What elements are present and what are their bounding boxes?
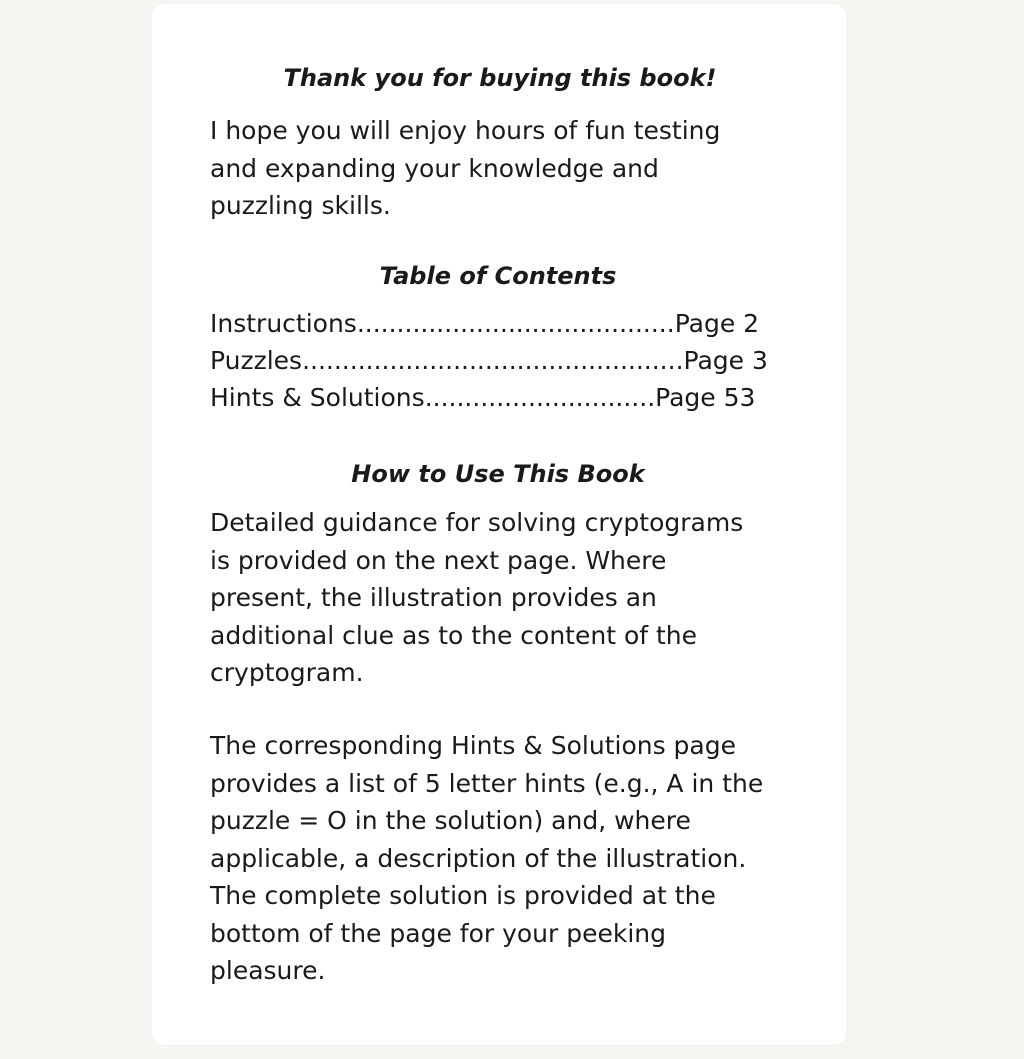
how-to-paragraph-1: Detailed guidance for solving cryptograms is provided on the next page. Where present, the illustration provides an additional clue as to the content of the cryptogram. <box>210 508 744 687</box>
toc-entry-label: Instructions <box>210 309 357 338</box>
toc-entry-hints-solutions <box>210 379 790 416</box>
toc-entry-instructions <box>210 305 790 342</box>
toc-entry-page: Page 3 <box>683 346 768 375</box>
intro-text: I hope you will enjoy hours of fun testing and expanding your knowledge and puzzling skills. <box>210 116 721 220</box>
toc-entry-leader: ................................................ <box>302 346 684 375</box>
toc-entry-leader: ........................................ <box>356 309 675 338</box>
how-to-paragraph-2: The corresponding Hints & Solutions page provides a list of 5 letter hints (e.g., A in the puzzle = O in the solution) and, where applicable, a description of the illustration. The complete solution is provided at the bottom of the page for your peeking pleasure. <box>210 731 764 985</box>
thank-you-heading: Thank you for buying this book! <box>283 64 717 92</box>
toc-entry-page: Page 2 <box>674 309 760 338</box>
toc-entry-leader: ............................. <box>424 383 656 412</box>
toc-heading: Table of Contents <box>379 262 617 290</box>
toc-entry-puzzles <box>210 342 790 379</box>
toc-entry-label: Puzzles <box>210 346 303 375</box>
toc-entry-page: Page 53 <box>655 383 756 412</box>
toc-entry-label: Hints & Solutions <box>210 383 425 412</box>
how-to-heading: How to Use This Book <box>351 460 645 488</box>
table-of-contents <box>210 305 790 416</box>
